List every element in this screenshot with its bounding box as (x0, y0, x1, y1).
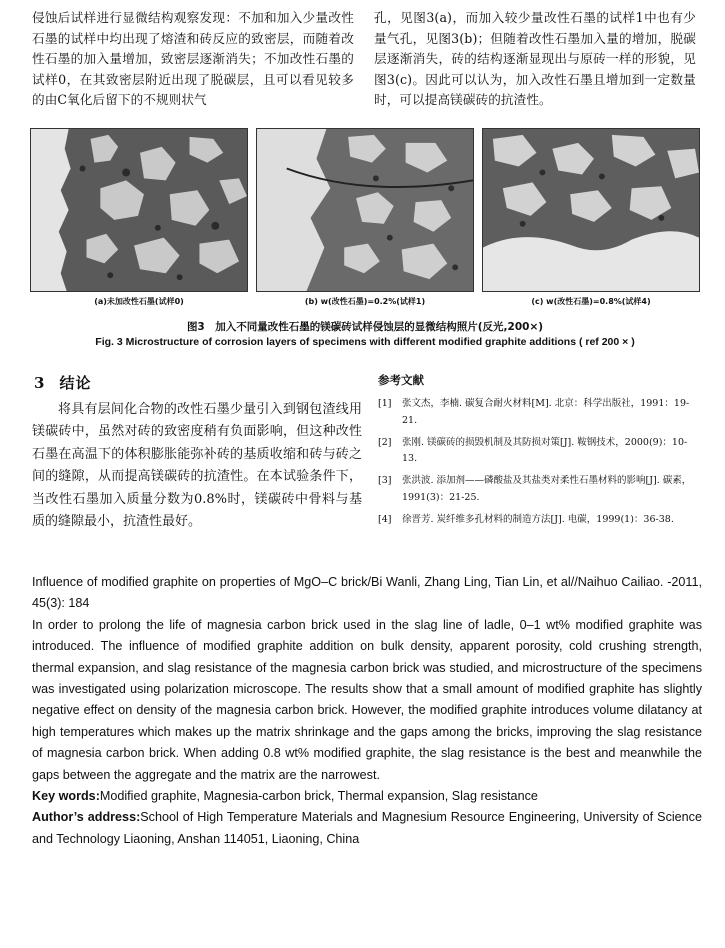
abstract-title-line: Influence of modified graphite on properties of MgO–C brick/Bi Wanli, Zhang Ling, Tian Lin, et al//Naihuo Cailiao. -2011, 45(3): 184 (32, 575, 702, 611)
top-right-paragraph: 孔，见图3(a)，而加入较少量改性石墨的试样1中也有少量气孔，见图3(b)；但随着改性石墨加入量的增加，脱碳层逐渐消失，砖的结构逐渐显现出与原砖一样的形貌，见图3(c)。因此可以认为，加入改性石墨且增加到一定数量时，可以提高镁碳砖的抗渣性。 (374, 10, 696, 108)
section-title: 结论 (59, 374, 92, 392)
reference-item (378, 396, 696, 430)
reference-item (378, 473, 696, 507)
references-section (378, 372, 696, 534)
top-two-column-text (32, 8, 696, 111)
micrograph-a (30, 128, 248, 292)
conclusion-and-references (32, 372, 696, 534)
address-label: Author’s address: (32, 810, 141, 825)
reference-item (378, 512, 696, 529)
address-text: School of High Temperature Materials and Magnesium Resource Engineering, University of Science and Technology Liaoning, Anshan 114051, Liaoning, China (32, 810, 702, 846)
sublabel-a: (a)未加改性石墨(试样0) (94, 297, 184, 306)
reference-text: 徐晋芳. 炭纤维多孔材料的制造方法[J]. 电碳，1999(1)：36-38. (402, 513, 674, 525)
conclusion-section (32, 372, 362, 534)
reference-number: [4] (378, 513, 392, 525)
reference-text: 张文杰，李楠. 碳复合耐火材料[M]. 北京：科学出版社，1991：19-21. (402, 398, 690, 426)
micrograph-c (482, 128, 700, 292)
sublabel-b: (b) w(改性石墨)=0.2%(试样1) (304, 297, 426, 306)
abstract-body: In order to prolong the life of magnesia carbon brick used in the slag line of ladle, 0–1 wt% modified graphite was introduced. The influence of modified graphite addition on bulk density, apparent porosity, cold crushing strength, thermal expansion, and slag resistance of the magnesia carbon brick was studied, and microstructure of the specimens was investigated using polarization microscope. The results show that a small amount of modified graphite has slightly negative effect on density of the magnesia carbon brick. However, the modified graphite introduces volume dilatancy at high temperatures which makes up the matrix shrinkage and the gaps among the bricks, improving the slag resistance of magnesia carbon brick. When adding 0.8 wt% modified graphite, the slag resistance is the best and meanwhile the gaps between the aggregate and the matrix are the narrowest. (32, 617, 702, 782)
figure-3 (30, 128, 700, 348)
micrograph-row (30, 128, 700, 292)
top-right-column (374, 8, 696, 111)
address-line (32, 807, 702, 850)
reference-text: 张刚. 镁碳砖的损毁机制及其防损对策[J]. 鞍钢技术，2000(9)：10-13. (402, 436, 688, 465)
figure-caption-en: Fig. 3 Microstructure of corrosion layers of specimens with different modified graphite additions ( ref 200 × ) (95, 336, 635, 348)
reference-number: [3] (378, 475, 392, 487)
figure-caption-cn: 图3 加入不同量改性石墨的镁碳砖试样侵蚀层的显微结构照片(反光,200×) (186, 321, 544, 333)
keywords-line (32, 786, 702, 807)
reference-number: [1] (378, 398, 392, 409)
reference-number: [2] (378, 436, 392, 448)
reference-item (378, 435, 696, 469)
section-number: 3 (34, 374, 46, 392)
sublabel-c: (c) w(改性石墨)=0.8%(试样4) (531, 297, 651, 306)
keywords-label: Key words: (32, 789, 100, 804)
top-left-paragraph: 侵蚀后试样进行显微结构观察发现：不加和加入少量改性石墨的试样中均出现了熔渣和砖反应的致密层，而随着改性石墨的加入量增加，致密层逐渐消失；不加改性石墨的试样0，在其致密层附近出现了脱碳层，且可以看见较多的由C氧化后留下的不规则状气 (32, 10, 354, 108)
top-left-column (32, 8, 354, 111)
conclusion-heading (34, 372, 362, 393)
english-abstract (32, 572, 702, 850)
micrograph-b (256, 128, 474, 292)
keywords-text: Modified graphite, Magnesia-carbon brick, Thermal expansion, Slag resistance (99, 789, 538, 804)
subfigure-labels (30, 296, 700, 307)
references-heading: 参考文献 (378, 373, 424, 387)
reference-text: 张洪波. 添加剂——磷酸盐及其盐类对柔性石墨材料的影响[J]. 碳素，1991(3)：21-25. (402, 475, 692, 503)
conclusion-text: 将具有层间化合物的改性石墨少量引入到钢包渣线用镁碳砖中，虽然对砖的致密度稍有负面影响，但这种改性石墨在高温下的体积膨胀能弥补砖的基质收缩和砖与砖之间的缝隙，从而提高镁碳砖的抗渣性。在本试验条件下，当改性石墨加入质量分数为0.8%时，镁碳砖中骨料与基质的缝隙最小，抗渣性最好。 (32, 402, 362, 530)
